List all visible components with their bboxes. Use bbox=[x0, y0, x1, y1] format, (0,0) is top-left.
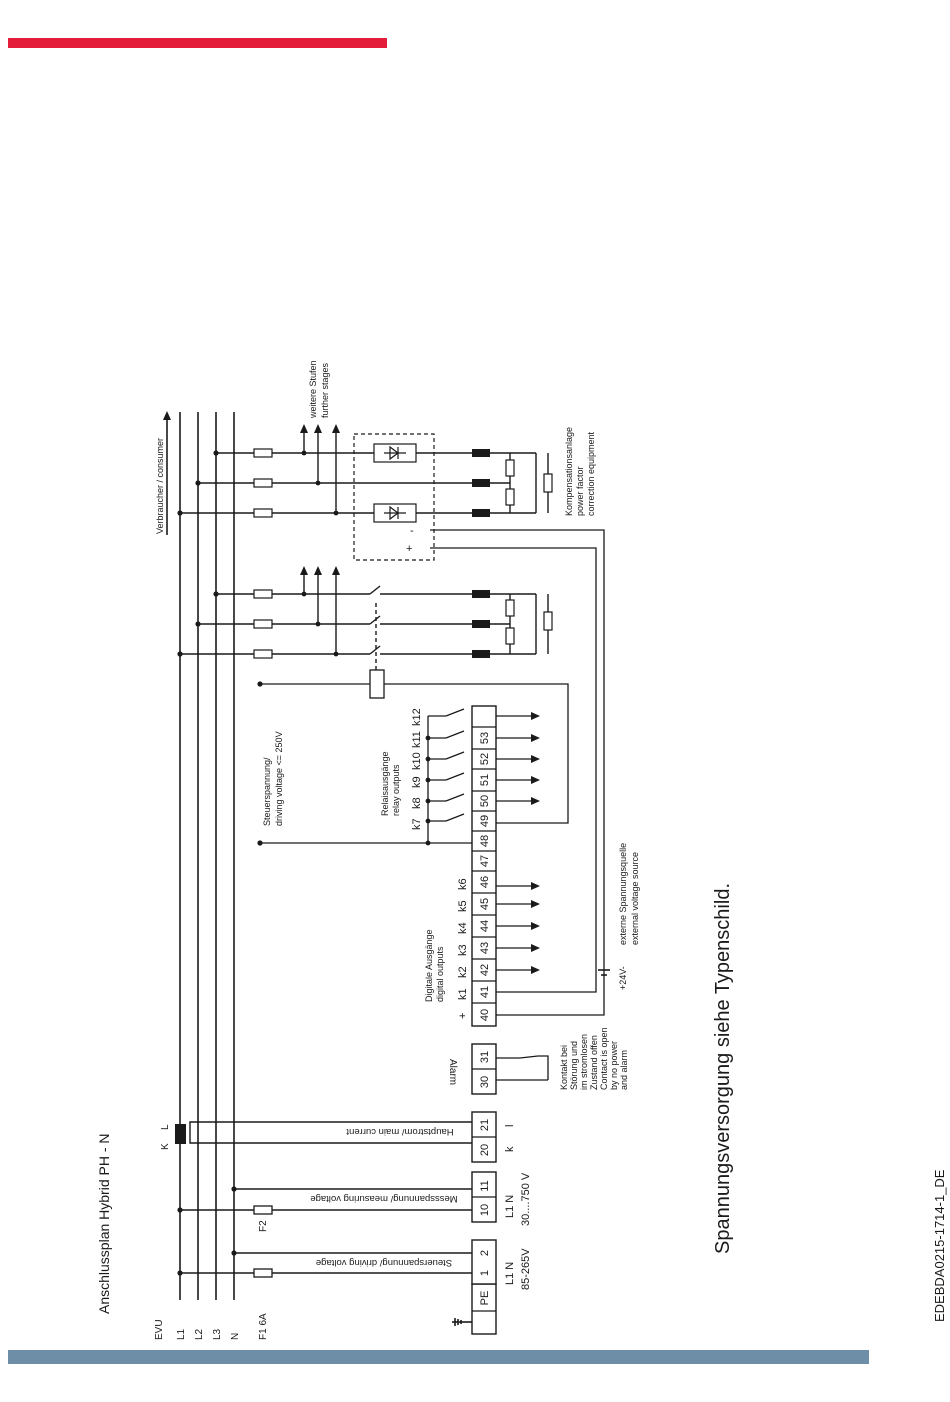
label-main-current: Hauptstrom/ main current bbox=[346, 1126, 454, 1137]
label-pfc-de: Kompensationsanlage bbox=[564, 426, 574, 516]
terminal-49: 49 bbox=[479, 814, 491, 828]
diagram-title: Anschlussplan Hybrid PH - N bbox=[96, 1133, 112, 1314]
terminal-2: 2 bbox=[479, 1249, 491, 1257]
label-k3: k3 bbox=[457, 944, 469, 956]
label-evu: EVU bbox=[154, 1319, 165, 1340]
label-ext-source-de: externe Spannungsquelle bbox=[618, 842, 628, 945]
label-measuring-voltage: Messspannung/ measuring voltage bbox=[310, 1193, 458, 1204]
alarm-note-line: and alarm bbox=[619, 1049, 629, 1090]
label-k10: k10 bbox=[411, 752, 423, 770]
label-k7: k7 bbox=[411, 818, 423, 830]
label-k9: k9 bbox=[411, 776, 423, 788]
label-ct-k: K bbox=[160, 1143, 171, 1150]
terminal-10: 10 bbox=[479, 1203, 491, 1217]
fuse-f2-icon bbox=[254, 1206, 272, 1214]
label-pfc-en2: correction equipment bbox=[586, 431, 596, 516]
alarm-note-line: by no power bbox=[609, 1040, 619, 1090]
ground-icon bbox=[452, 1318, 472, 1326]
terminal-44: 44 bbox=[479, 919, 491, 933]
terminal-pe: PE bbox=[479, 1290, 491, 1306]
label-k12: k12 bbox=[411, 708, 423, 726]
alarm-note-line: im stromlosen bbox=[579, 1033, 589, 1090]
terminal-21: 21 bbox=[479, 1118, 491, 1132]
alarm-note-line: Störung und bbox=[569, 1040, 579, 1090]
terminal-43: 43 bbox=[479, 941, 491, 955]
junction-dot bbox=[231, 1186, 236, 1191]
alarm-note bbox=[559, 1025, 629, 1090]
junction-dot bbox=[231, 1250, 236, 1255]
terminal-48: 48 bbox=[479, 834, 491, 848]
label-ext-source-en: external voltage source bbox=[630, 851, 640, 945]
consumer-arrow-head bbox=[163, 411, 171, 420]
supply-note: Spannungsversorgung siehe Typenschild. bbox=[712, 883, 734, 1254]
terminal-46: 46 bbox=[479, 875, 491, 889]
fuse-f1-icon bbox=[254, 1269, 272, 1277]
terminal-1: 1 bbox=[479, 1269, 491, 1277]
terminal-52: 52 bbox=[479, 752, 491, 766]
label-fuse-f1: F1 6A bbox=[258, 1313, 269, 1340]
label-control-voltage-en: driving voltage <= 250V bbox=[274, 731, 284, 826]
terminal-42: 42 bbox=[479, 963, 491, 977]
alarm-note-line: Kontakt bei bbox=[559, 1044, 569, 1090]
label-k11: k11 bbox=[411, 731, 423, 748]
label-meas-range: 30....750 V bbox=[520, 1172, 532, 1226]
thyristor-stage-wires bbox=[180, 430, 548, 513]
current-transformer-icon bbox=[175, 1124, 186, 1144]
alarm-note-line: Contact is open bbox=[599, 1027, 609, 1090]
document-code: EDEBDA0215-1714-1_DE bbox=[932, 1169, 947, 1322]
label-consumer: Verbraucher / consumer bbox=[155, 437, 165, 534]
label-supply-l1n: L1 N bbox=[504, 1261, 516, 1285]
label-relay-outputs-en: relay outputs bbox=[391, 764, 401, 816]
label-n: N bbox=[230, 1332, 241, 1340]
label-l1: L1 bbox=[176, 1328, 187, 1340]
label-digital-outputs-en: digital outputs bbox=[435, 946, 445, 1002]
terminal-40: 40 bbox=[479, 1008, 491, 1022]
thyristor-stage-arrows bbox=[177, 424, 490, 517]
label-meas-l1n: L1 N bbox=[504, 1194, 516, 1218]
terminal-51: 51 bbox=[479, 773, 491, 787]
label-supply-range: 85-265V bbox=[520, 1248, 532, 1290]
label-k6: k6 bbox=[457, 878, 469, 890]
label-fuse-f2: F2 bbox=[258, 1220, 269, 1232]
junction-dot bbox=[177, 1207, 182, 1212]
terminal-30: 30 bbox=[479, 1075, 491, 1089]
label-ct-small-k: k bbox=[504, 1146, 516, 1152]
terminal-47: 47 bbox=[479, 854, 491, 868]
label-k2: k2 bbox=[457, 966, 469, 978]
contactor-coil-icon bbox=[370, 670, 384, 698]
contactor-stage-wires bbox=[180, 572, 548, 670]
label-k4: k4 bbox=[457, 922, 469, 934]
digital-output-arrows bbox=[531, 882, 540, 974]
contactor-stage-arrows bbox=[177, 566, 490, 658]
relay-output-arrows bbox=[257, 681, 540, 848]
alarm-contact bbox=[496, 1056, 548, 1080]
terminal-50: 50 bbox=[479, 794, 491, 808]
terminal-11: 11 bbox=[479, 1180, 491, 1192]
junction-dot bbox=[177, 1270, 182, 1275]
label-k1: k1 bbox=[457, 988, 469, 1000]
label-k5: k5 bbox=[457, 900, 469, 912]
label-digital-plus: + bbox=[457, 1012, 469, 1019]
label-relay-outputs-de: Relaisausgänge bbox=[380, 751, 390, 816]
label-control-voltage-de: Steuerspannung/ bbox=[262, 757, 272, 826]
label-ct-small-l: l bbox=[504, 1124, 516, 1127]
terminal-20: 20 bbox=[479, 1143, 491, 1157]
label-l2: L2 bbox=[194, 1328, 205, 1340]
label-alarm: Alarm bbox=[447, 1059, 458, 1086]
terminal-41: 41 bbox=[479, 985, 491, 999]
label-ext-source-value: +24V- bbox=[618, 966, 628, 990]
digital-output-wires bbox=[430, 530, 604, 1015]
terminal-31: 31 bbox=[479, 1050, 491, 1064]
label-l3: L3 bbox=[212, 1328, 223, 1340]
terminal-53: 53 bbox=[479, 731, 491, 745]
label-driving-voltage: Steuerspannung/ driving voltage bbox=[315, 1257, 453, 1268]
label-further-stages-en: further stages bbox=[320, 362, 330, 418]
alarm-note-line: Zustand offen bbox=[589, 1035, 599, 1090]
label-digital-outputs-de: Digitale Ausgänge bbox=[424, 929, 434, 1002]
label-ct-l: L bbox=[160, 1124, 171, 1130]
label-thyristor-minus: - bbox=[410, 525, 414, 537]
label-k8: k8 bbox=[411, 797, 423, 809]
label-thyristor-plus: + bbox=[406, 543, 413, 555]
terminal-45: 45 bbox=[479, 897, 491, 911]
label-further-stages-de: weitere Stufen bbox=[308, 360, 318, 418]
label-pfc-en1: power factor bbox=[575, 466, 585, 516]
